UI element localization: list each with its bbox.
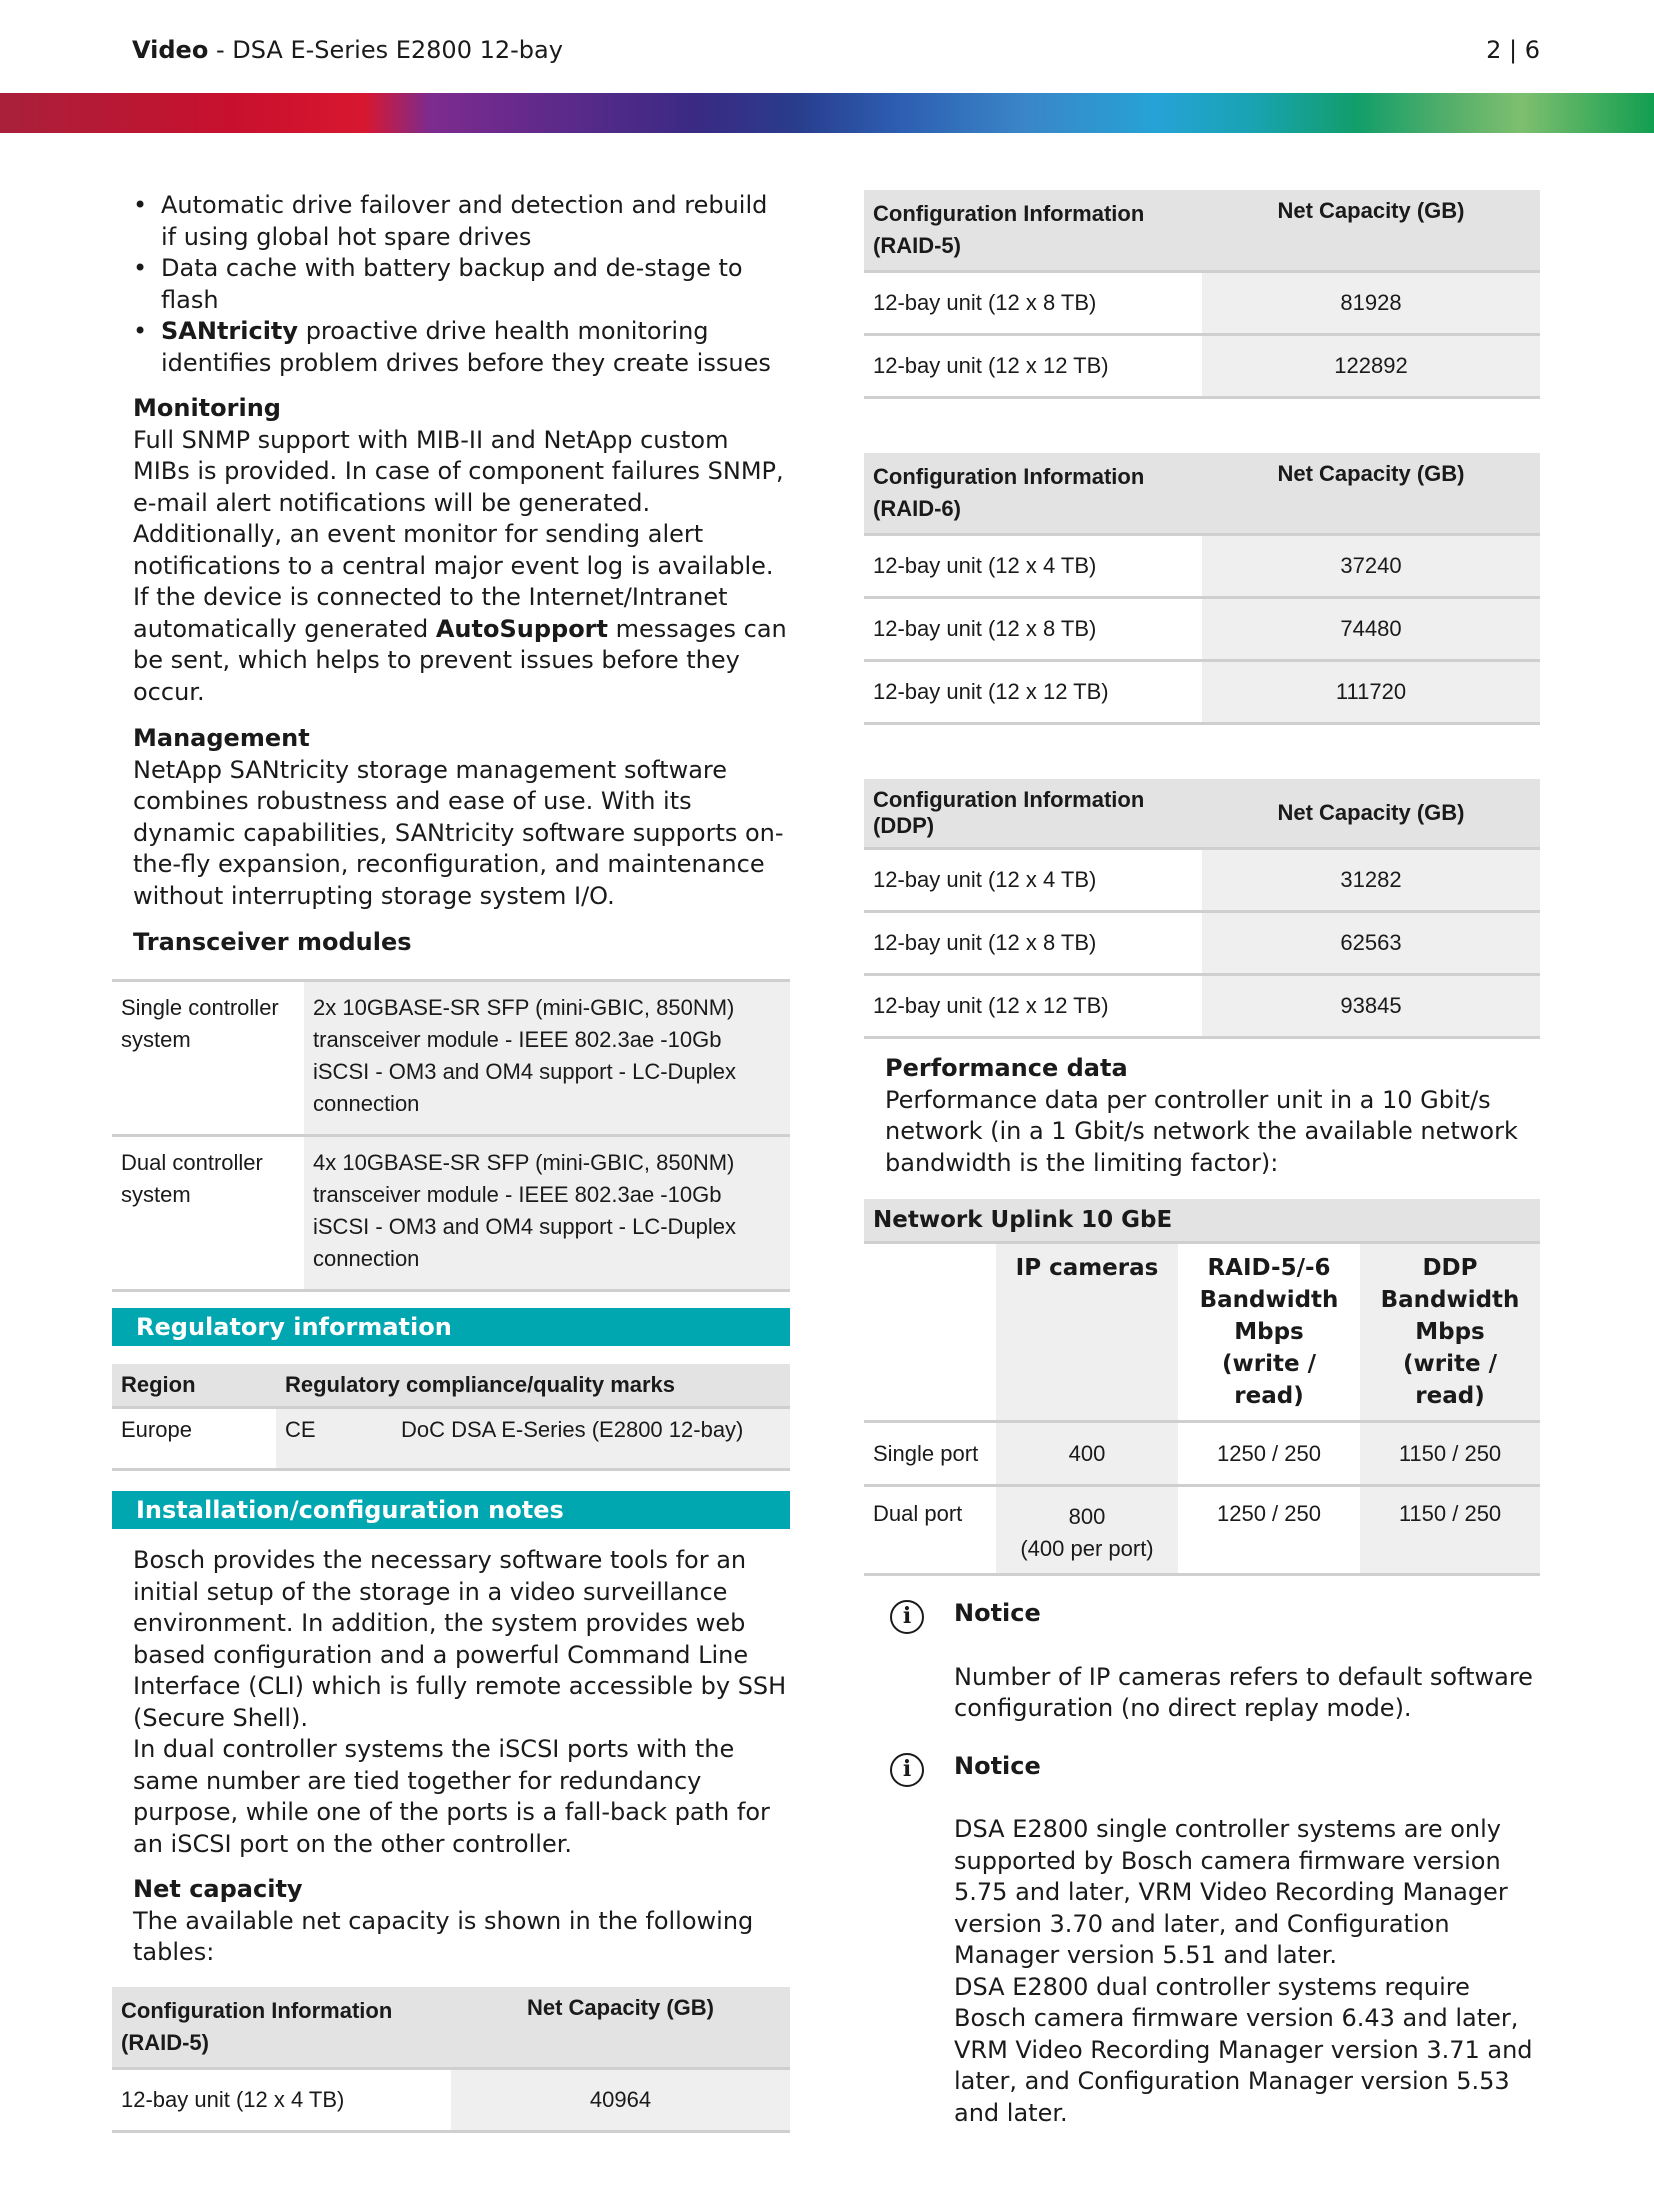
- table-row: [864, 335, 1540, 398]
- capacity-table-raid6: [864, 453, 1540, 725]
- santricity-bold: SANtricity: [161, 317, 299, 345]
- notice-text: DSA E2800 single controller systems are only supported by Bosch camera firmware version 5.75 and later, VRM Video Recording Manager version 3.70 and later, and Configuration Manager version 5.51 and later.: [954, 1815, 1508, 1969]
- management-section: [112, 723, 790, 912]
- notice-box: [864, 1751, 1540, 2130]
- header-separator: -: [208, 36, 233, 64]
- monitoring-heading: Monitoring: [133, 394, 281, 422]
- header-category: Video: [132, 36, 209, 64]
- table-row: [864, 849, 1540, 912]
- table-row: [112, 1408, 790, 1470]
- right-column: [864, 190, 1540, 2129]
- port-cell: Dual port: [864, 1486, 996, 1575]
- info-icon: i: [890, 1600, 924, 1634]
- table-row: [864, 912, 1540, 975]
- net-capacity-section: [112, 1874, 790, 1969]
- config-header: Configuration Information (RAID-6): [864, 453, 1202, 535]
- transceiver-heading: Transceiver modules: [133, 928, 412, 956]
- ddp-header-line: DDP: [1422, 1255, 1478, 1281]
- table-row: [864, 272, 1540, 335]
- monitoring-text-part: messages can be sent, which helps to prevent issues before they occur.: [133, 614, 787, 706]
- transceiver-value: 4x 10GBASE-SR SFP (mini-GBIC, 850NM) transceiver module - IEEE 802.3ae -10Gb iSCSI - OM3 and OM4 support - LC-Duplex connection: [304, 1135, 790, 1290]
- marks-header: Regulatory compliance/quality marks: [276, 1364, 790, 1408]
- capacity-header: Net Capacity (GB): [451, 1987, 790, 2069]
- region-cell: Europe: [112, 1408, 276, 1470]
- raid-header-line: Mbps: [1234, 1319, 1304, 1345]
- performance-section: [864, 1053, 1540, 1179]
- table-row: [864, 453, 1540, 535]
- cameras-header: IP cameras: [996, 1243, 1178, 1422]
- uplink-header: Network Uplink 10 GbE: [864, 1199, 1540, 1243]
- config-cell: 12-bay unit (12 x 8 TB): [864, 912, 1202, 975]
- config-cell: 12-bay unit (12 x 12 TB): [864, 975, 1202, 1038]
- cameras-cell: [996, 1486, 1178, 1575]
- monitoring-text-part: Full SNMP support with MIB-II and NetApp custom MIBs is provided. In case of component failures SNMP, e-mail alert notifications will be generated. Additionally, an event monitor for sending alert notifications to a central major event log is available. If the device is connected to the Internet/Intranet automatically generated: [133, 425, 784, 643]
- table-row: [864, 598, 1540, 661]
- transceiver-table: [112, 979, 790, 1292]
- ddp-bandwidth-header: [1360, 1243, 1540, 1422]
- performance-heading: Performance data: [885, 1054, 1128, 1082]
- info-icon: i: [890, 1753, 924, 1787]
- brand-color-band: [0, 93, 1654, 133]
- ddp-bandwidth-cell: 1150 / 250: [1360, 1486, 1540, 1575]
- cameras-cell: 400: [996, 1422, 1178, 1486]
- transceiver-label: Dual controller system: [112, 1135, 304, 1290]
- capacity-cell: 93845: [1202, 975, 1540, 1038]
- notice-text: DSA E2800 dual controller systems require Bosch camera firmware version 6.43 and later, VRM Video Recording Manager version 3.71 and later, and Configuration Manager version 5.53 and later.: [954, 1972, 1533, 2127]
- raid-bandwidth-cell: 1250 / 250: [1178, 1486, 1360, 1575]
- left-column: [112, 190, 790, 2133]
- table-row: [112, 1364, 790, 1408]
- performance-table: [864, 1199, 1540, 1576]
- table-row: [864, 1486, 1540, 1575]
- notice-box: [864, 1598, 1540, 1725]
- net-capacity-text: The available net capacity is shown in the following tables:: [133, 1906, 754, 1966]
- config-cell: 12-bay unit (12 x 4 TB): [864, 849, 1202, 912]
- page-number: 2 | 6: [1486, 36, 1540, 64]
- capacity-table-raid5-a: [112, 1987, 790, 2133]
- performance-text: Performance data per controller unit in a 10 Gbit/s network (in a 1 Gbit/s network the available network bandwidth is the limiting factor):: [885, 1085, 1518, 1177]
- config-header: Configuration Information (DDP): [864, 779, 1202, 849]
- table-row: [864, 190, 1540, 272]
- monitoring-section: [112, 393, 790, 708]
- installation-section-title: Installation/configuration notes: [112, 1491, 790, 1529]
- config-cell: 12-bay unit (12 x 4 TB): [112, 2068, 451, 2131]
- raid-header-line: Bandwidth: [1199, 1287, 1339, 1313]
- table-row: [112, 1987, 790, 2069]
- mark-cell: CE: [276, 1408, 392, 1470]
- autosupport-bold: AutoSupport: [435, 614, 608, 643]
- capacity-header: Net Capacity (GB): [1202, 779, 1540, 849]
- ddp-header-line: (write / read): [1403, 1351, 1497, 1409]
- capacity-cell: 81928: [1202, 272, 1540, 335]
- installation-text: [112, 1545, 790, 1860]
- table-row: [864, 535, 1540, 598]
- list-item: • Automatic drive failover and detection and rebuild if using global hot spare drives: [133, 190, 790, 253]
- config-header: Configuration Information (RAID-5): [864, 190, 1202, 272]
- config-cell: 12-bay unit (12 x 12 TB): [864, 661, 1202, 724]
- management-text: NetApp SANtricity storage management software combines robustness and ease of use. With its dynamic capabilities, SANtricity software supports on-the-fly expansion, reconfiguration, and maintenance without interrupting storage system I/O.: [133, 755, 784, 910]
- raid-bandwidth-cell: 1250 / 250: [1178, 1422, 1360, 1486]
- region-header: Region: [112, 1364, 276, 1408]
- port-header-blank: [864, 1243, 996, 1422]
- cameras-note: (400 per port): [1020, 1536, 1154, 1561]
- ddp-header-line: Bandwidth: [1380, 1287, 1520, 1313]
- config-cell: 12-bay unit (12 x 8 TB): [864, 598, 1202, 661]
- table-row: [864, 661, 1540, 724]
- table-row: [112, 980, 790, 1135]
- capacity-cell: 111720: [1202, 661, 1540, 724]
- notice-title: Notice: [954, 1599, 1041, 1627]
- page-header: [132, 36, 1540, 70]
- capacity-cell: 62563: [1202, 912, 1540, 975]
- table-row: [864, 1243, 1540, 1422]
- notice-title: Notice: [954, 1751, 1041, 1780]
- net-capacity-heading: Net capacity: [133, 1875, 303, 1903]
- ddp-header-line: Mbps: [1415, 1319, 1485, 1345]
- table-row: [864, 975, 1540, 1038]
- table-row: [112, 2068, 790, 2131]
- table-row: [864, 779, 1540, 849]
- list-item: [133, 316, 790, 379]
- raid-header-line: RAID-5/-6: [1207, 1255, 1331, 1281]
- transceiver-label: Single controller system: [112, 980, 304, 1135]
- port-cell: Single port: [864, 1422, 996, 1486]
- header-product: DSA E-Series E2800 12-bay: [232, 36, 563, 64]
- cameras-value: 800: [1068, 1504, 1106, 1529]
- table-row: [864, 1422, 1540, 1486]
- regulatory-table: [112, 1364, 790, 1472]
- feature-bullet-list: [112, 190, 790, 379]
- capacity-table-ddp: [864, 779, 1540, 1039]
- bullet-text: proactive drive health monitoring identifies problem drives before they create issues: [161, 317, 771, 377]
- table-row: [864, 1199, 1540, 1243]
- raid-bandwidth-header: [1178, 1243, 1360, 1422]
- raid-header-line: (write / read): [1222, 1351, 1316, 1409]
- transceiver-value: 2x 10GBASE-SR SFP (mini-GBIC, 850NM) transceiver module - IEEE 802.3ae -10Gb iSCSI - OM3 and OM4 support - LC-Duplex connection: [304, 980, 790, 1135]
- capacity-cell: 37240: [1202, 535, 1540, 598]
- list-item: • Data cache with battery backup and de-stage to flash: [133, 253, 790, 316]
- capacity-cell: 31282: [1202, 849, 1540, 912]
- notice-text: Number of IP cameras refers to default software configuration (no direct replay mode).: [954, 1662, 1533, 1722]
- config-cell: 12-bay unit (12 x 12 TB): [864, 335, 1202, 398]
- config-header: Configuration Information (RAID-5): [112, 1987, 451, 2069]
- capacity-cell: 122892: [1202, 335, 1540, 398]
- capacity-cell: 40964: [451, 2068, 790, 2131]
- doc-cell: DoC DSA E-Series (E2800 12-bay): [392, 1408, 790, 1470]
- config-cell: 12-bay unit (12 x 4 TB): [864, 535, 1202, 598]
- capacity-table-raid5-b: [864, 190, 1540, 399]
- regulatory-section-title: Regulatory information: [112, 1308, 790, 1346]
- installation-para-1: Bosch provides the necessary software tools for an initial setup of the storage in a video surveillance environment. In addition, the system provides web based configuration and a powerful Command Line Interface (CLI) which is fully remote accessible by SSH (Secure Shell).: [133, 1546, 787, 1732]
- capacity-header: Net Capacity (GB): [1202, 453, 1540, 535]
- monitoring-text: [133, 425, 790, 709]
- installation-para-2: In dual controller systems the iSCSI ports with the same number are tied together for redundancy purpose, while one of the ports is a fall-back path for an iSCSI port on the other controller.: [133, 1735, 770, 1858]
- ddp-bandwidth-cell: 1150 / 250: [1360, 1422, 1540, 1486]
- config-cell: 12-bay unit (12 x 8 TB): [864, 272, 1202, 335]
- capacity-header: Net Capacity (GB): [1202, 190, 1540, 272]
- management-heading: Management: [133, 724, 310, 752]
- capacity-cell: 74480: [1202, 598, 1540, 661]
- table-row: [112, 1135, 790, 1290]
